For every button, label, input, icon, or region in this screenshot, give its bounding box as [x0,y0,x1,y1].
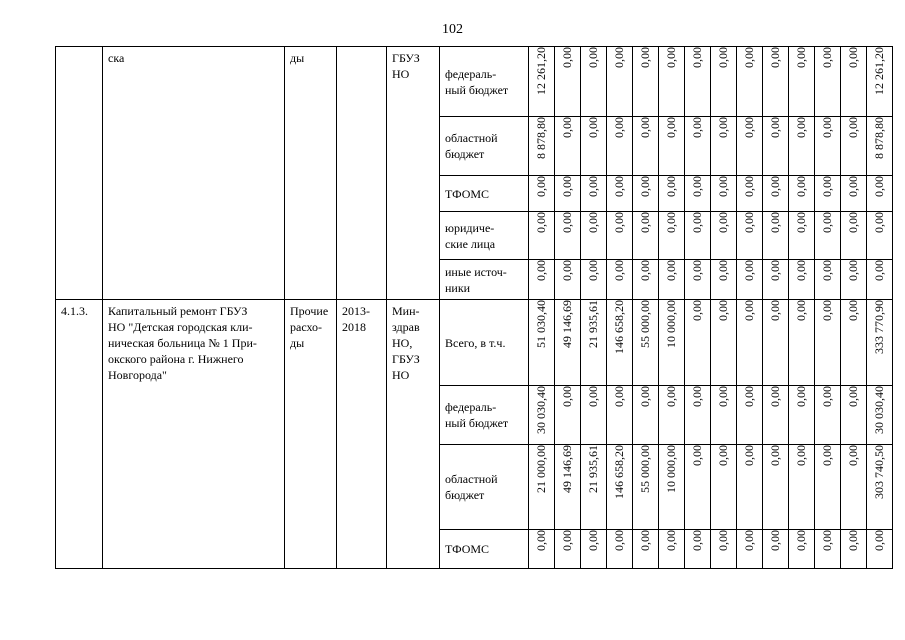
value-text: 0,00 [794,47,808,68]
value-cell [659,212,685,260]
page-number: 102 [442,22,463,37]
value-text: 0,00 [638,260,652,281]
budget-table [55,46,893,569]
value-text: 0,00 [768,386,782,407]
value-text: 0,00 [794,117,808,138]
value-cell [711,212,737,260]
value-text: 0,00 [560,260,574,281]
value-text: 0,00 [716,47,730,68]
value-cell [685,386,711,445]
funding-source-cell-text: Всего, в т.ч. [445,335,506,350]
value-cell [685,530,711,569]
value-text: 0,00 [638,47,652,68]
value-cell [763,117,789,176]
value-cell [763,260,789,300]
value-text: 0,00 [638,386,652,407]
funding-source-cell [440,445,529,530]
funding-source-cell [440,212,529,260]
value-text: 0,00 [846,47,860,68]
value-cell [581,300,607,386]
value-cell [529,212,555,260]
value-cell [581,47,607,117]
value-text: 0,00 [768,530,782,551]
value-text: 0,00 [768,117,782,138]
value-text: 0,00 [690,300,704,321]
value-text: 0,00 [534,530,548,551]
value-cell [659,300,685,386]
value-cell [815,260,841,300]
item-4-1-3-number-cell [56,300,103,569]
value-cell [555,47,581,117]
value-cell [789,212,815,260]
value-cell [607,47,633,117]
value-cell [711,176,737,212]
value-cell [815,445,841,530]
value-cell [659,176,685,212]
value-text: 0,00 [742,212,756,233]
value-text: 0,00 [690,530,704,551]
value-text: 0,00 [742,47,756,68]
value-cell [633,212,659,260]
value-text: 0,00 [768,176,782,197]
value-cell [737,445,763,530]
value-cell [529,386,555,445]
value-text: 0,00 [534,260,548,281]
value-cell [555,212,581,260]
value-cell [763,47,789,117]
value-text: 0,00 [742,445,756,466]
value-cell [633,47,659,117]
value-text: 146 658,20 [612,300,626,354]
value-cell [555,300,581,386]
value-text: 0,00 [820,445,834,466]
value-cell [789,260,815,300]
value-text: 0,00 [794,445,808,466]
value-text: 55 000,00 [638,300,652,348]
value-text: 0,00 [742,260,756,281]
value-cell [841,176,867,212]
value-text: 0,00 [846,260,860,281]
value-cell [711,530,737,569]
continued-number-cell-text [56,47,102,50]
value-text: 0,00 [560,176,574,197]
value-text: 0,00 [664,47,678,68]
value-cell [711,386,737,445]
value-cell [815,530,841,569]
value-text: 0,00 [716,117,730,138]
value-cell [763,530,789,569]
value-cell [789,176,815,212]
value-cell [789,117,815,176]
value-cell [763,300,789,386]
value-text: 0,00 [560,386,574,407]
value-text: 0,00 [846,212,860,233]
value-text: 12 261,20 [534,47,548,95]
value-text: 0,00 [742,176,756,197]
value-text: 0,00 [586,530,600,551]
value-cell [659,530,685,569]
continued-expense-cell-text: ды [290,51,305,65]
value-text: 0,00 [586,176,600,197]
value-cell [685,260,711,300]
value-cell [581,530,607,569]
value-text: 0,00 [716,530,730,551]
value-text: 0,00 [560,530,574,551]
value-cell [581,212,607,260]
value-text: 0,00 [794,212,808,233]
value-cell [789,47,815,117]
value-cell [815,176,841,212]
value-cell [555,176,581,212]
value-cell [815,300,841,386]
value-cell [685,117,711,176]
funding-source-cell-text: федераль- ный бюджет [445,66,509,97]
value-text: 0,00 [690,445,704,466]
value-cell [555,445,581,530]
value-cell [659,445,685,530]
item-4-1-3-number-cell-text: 4.1.3. [61,304,88,318]
value-text: 0,00 [846,530,860,551]
value-text: 0,00 [846,117,860,138]
value-text: 0,00 [794,260,808,281]
value-cell [815,212,841,260]
value-cell [763,445,789,530]
value-text: 30 030,40 [872,386,886,434]
value-cell [607,386,633,445]
continued-executor-cell-text: ГБУЗ НО [392,51,420,81]
value-cell [841,260,867,300]
value-cell [711,260,737,300]
continued-years-cell [337,47,387,300]
value-cell [841,445,867,530]
value-cell [841,386,867,445]
value-text: 0,00 [612,212,626,233]
value-cell [841,530,867,569]
value-text: 0,00 [794,386,808,407]
value-text: 0,00 [586,47,600,68]
funding-source-cell [440,530,529,569]
value-text: 0,00 [846,386,860,407]
value-text: 0,00 [534,176,548,197]
value-cell [529,117,555,176]
funding-source-cell [440,260,529,300]
value-text: 0,00 [690,117,704,138]
value-text: 0,00 [716,260,730,281]
value-cell [867,176,893,212]
value-cell [607,260,633,300]
value-cell [529,47,555,117]
value-cell [711,300,737,386]
item-4-1-3-executor-cell-text: Мин- здрав НО, ГБУЗ НО [392,304,420,382]
value-text: 55 000,00 [638,445,652,493]
value-text: 0,00 [612,117,626,138]
value-text: 0,00 [638,212,652,233]
value-text: 146 658,20 [612,445,626,499]
value-text: 8 878,80 [534,117,548,159]
value-cell [737,212,763,260]
value-text: 10 000,00 [664,300,678,348]
funding-source-cell [440,117,529,176]
value-cell [867,260,893,300]
value-text: 21 000,00 [534,445,548,493]
value-cell [789,300,815,386]
value-text: 0,00 [742,117,756,138]
value-cell [607,300,633,386]
value-cell [607,445,633,530]
value-text: 0,00 [664,530,678,551]
value-cell [607,117,633,176]
value-text: 0,00 [612,260,626,281]
value-text: 12 261,20 [872,47,886,95]
value-cell [815,117,841,176]
value-cell [867,445,893,530]
value-text: 0,00 [534,212,548,233]
value-cell [659,117,685,176]
value-text: 0,00 [872,212,886,233]
value-text: 0,00 [664,117,678,138]
value-cell [581,176,607,212]
value-text: 0,00 [560,212,574,233]
value-text: 0,00 [690,212,704,233]
value-cell [555,530,581,569]
value-text: 0,00 [742,300,756,321]
value-text: 21 935,61 [586,445,600,493]
value-cell [867,47,893,117]
value-cell [711,445,737,530]
continued-name-cell [103,47,285,300]
value-cell [685,212,711,260]
value-text: 0,00 [716,445,730,466]
item-4-1-3-executor-cell [387,300,440,569]
value-cell [555,117,581,176]
value-text: 0,00 [638,117,652,138]
value-cell [815,47,841,117]
value-cell [841,212,867,260]
value-text: 49 146,69 [560,300,574,348]
value-text: 0,00 [690,260,704,281]
value-cell [607,212,633,260]
value-cell [581,117,607,176]
value-cell [789,445,815,530]
funding-source-cell-text: иные источ- ники [445,264,507,295]
value-cell [867,212,893,260]
value-text: 0,00 [794,300,808,321]
value-cell [867,386,893,445]
value-text: 0,00 [768,300,782,321]
continued-executor-cell [387,47,440,300]
value-cell [841,300,867,386]
value-cell [633,260,659,300]
funding-source-cell [440,47,529,117]
value-text: 333 770,90 [872,300,886,354]
value-cell [685,47,711,117]
value-text: 21 935,61 [586,300,600,348]
value-text: 0,00 [716,176,730,197]
funding-source-cell-text: ТФОМС [445,186,490,201]
value-text: 0,00 [820,117,834,138]
funding-source-cell-text: областной бюджет [445,472,498,502]
value-cell [763,386,789,445]
value-text: 0,00 [820,47,834,68]
value-text: 0,00 [820,300,834,321]
item-4-1-3-years-cell-text: 2013- 2018 [342,304,370,334]
value-text: 8 878,80 [872,117,886,159]
value-text: 0,00 [612,176,626,197]
value-cell [867,300,893,386]
value-cell [633,300,659,386]
continued-row [56,47,893,117]
value-text: 0,00 [586,212,600,233]
value-text: 0,00 [820,260,834,281]
value-cell [529,300,555,386]
value-cell [633,117,659,176]
value-cell [737,386,763,445]
value-cell [789,386,815,445]
value-text: 0,00 [716,300,730,321]
continued-number-cell [56,47,103,300]
value-cell [607,530,633,569]
value-text: 303 740,50 [872,445,886,499]
value-cell [815,386,841,445]
value-cell [685,445,711,530]
value-cell [763,176,789,212]
funding-source-cell [440,300,529,386]
value-text: 0,00 [716,386,730,407]
value-text: 0,00 [560,117,574,138]
value-text: 0,00 [612,530,626,551]
value-text: 0,00 [872,176,886,197]
value-text: 0,00 [742,386,756,407]
value-text: 0,00 [690,386,704,407]
value-text: 0,00 [664,212,678,233]
value-cell [659,260,685,300]
value-cell [633,176,659,212]
value-cell [737,117,763,176]
value-cell [841,47,867,117]
value-cell [737,176,763,212]
value-text: 0,00 [586,386,600,407]
value-text: 0,00 [820,212,834,233]
value-cell [867,530,893,569]
value-text: 0,00 [690,47,704,68]
value-cell [633,530,659,569]
value-text: 0,00 [664,260,678,281]
value-cell [555,386,581,445]
continued-years-cell-text [337,47,386,50]
item-4-1-3-expense-cell-text: Прочие расхо- ды [290,304,329,350]
value-text: 0,00 [768,47,782,68]
value-cell [711,117,737,176]
value-cell [633,386,659,445]
value-text: 30 030,40 [534,386,548,434]
item-4-1-3-row [56,300,893,386]
value-cell [711,47,737,117]
value-cell [867,117,893,176]
value-cell [633,445,659,530]
value-text: 0,00 [820,176,834,197]
value-cell [659,386,685,445]
continued-expense-cell [285,47,337,300]
value-text: 0,00 [560,47,574,68]
value-cell [841,117,867,176]
funding-source-cell-text: юридиче- ские лица [445,220,496,251]
funding-source-cell [440,386,529,445]
value-text: 0,00 [846,176,860,197]
value-text: 0,00 [638,530,652,551]
value-cell [529,445,555,530]
funding-source-cell-text: областной бюджет [445,131,498,161]
value-cell [789,530,815,569]
value-cell [737,300,763,386]
value-text: 0,00 [690,176,704,197]
value-text: 0,00 [638,176,652,197]
value-cell [529,176,555,212]
item-4-1-3-name-cell-text: Капитальный ремонт ГБУЗ НО "Детская городская кли- ническая больница № 1 При- окского района г. Нижнего Новгорода" [108,304,257,382]
item-4-1-3-name-cell [103,300,285,569]
value-text: 0,00 [716,212,730,233]
item-4-1-3-years-cell [337,300,387,569]
value-cell [685,176,711,212]
value-text: 0,00 [586,260,600,281]
value-cell [685,300,711,386]
value-text: 0,00 [768,445,782,466]
value-cell [581,445,607,530]
value-cell [529,530,555,569]
value-text: 0,00 [794,176,808,197]
value-text: 0,00 [794,530,808,551]
value-text: 0,00 [872,260,886,281]
value-cell [555,260,581,300]
value-cell [659,47,685,117]
funding-source-cell [440,176,529,212]
value-cell [737,260,763,300]
funding-source-cell-text: ТФОМС [445,542,490,556]
value-text: 0,00 [820,530,834,551]
value-text: 0,00 [612,47,626,68]
value-text: 0,00 [664,386,678,407]
continued-name-cell-text: ска [108,51,125,65]
value-cell [581,260,607,300]
value-text: 10 000,00 [664,445,678,493]
value-text: 0,00 [612,386,626,407]
value-text: 0,00 [768,260,782,281]
value-cell [607,176,633,212]
value-text: 0,00 [872,530,886,551]
value-text: 0,00 [820,386,834,407]
item-4-1-3-expense-cell [285,300,337,569]
value-text: 0,00 [846,300,860,321]
value-text: 0,00 [768,212,782,233]
value-cell [763,212,789,260]
value-cell [737,47,763,117]
value-cell [529,260,555,300]
value-text: 51 030,40 [534,300,548,348]
value-text: 0,00 [664,176,678,197]
funding-source-cell-text: федераль- ный бюджет [445,400,509,430]
value-cell [737,530,763,569]
value-text: 0,00 [742,530,756,551]
value-text: 0,00 [846,445,860,466]
value-text: 0,00 [586,117,600,138]
value-cell [581,386,607,445]
value-text: 49 146,69 [560,445,574,493]
